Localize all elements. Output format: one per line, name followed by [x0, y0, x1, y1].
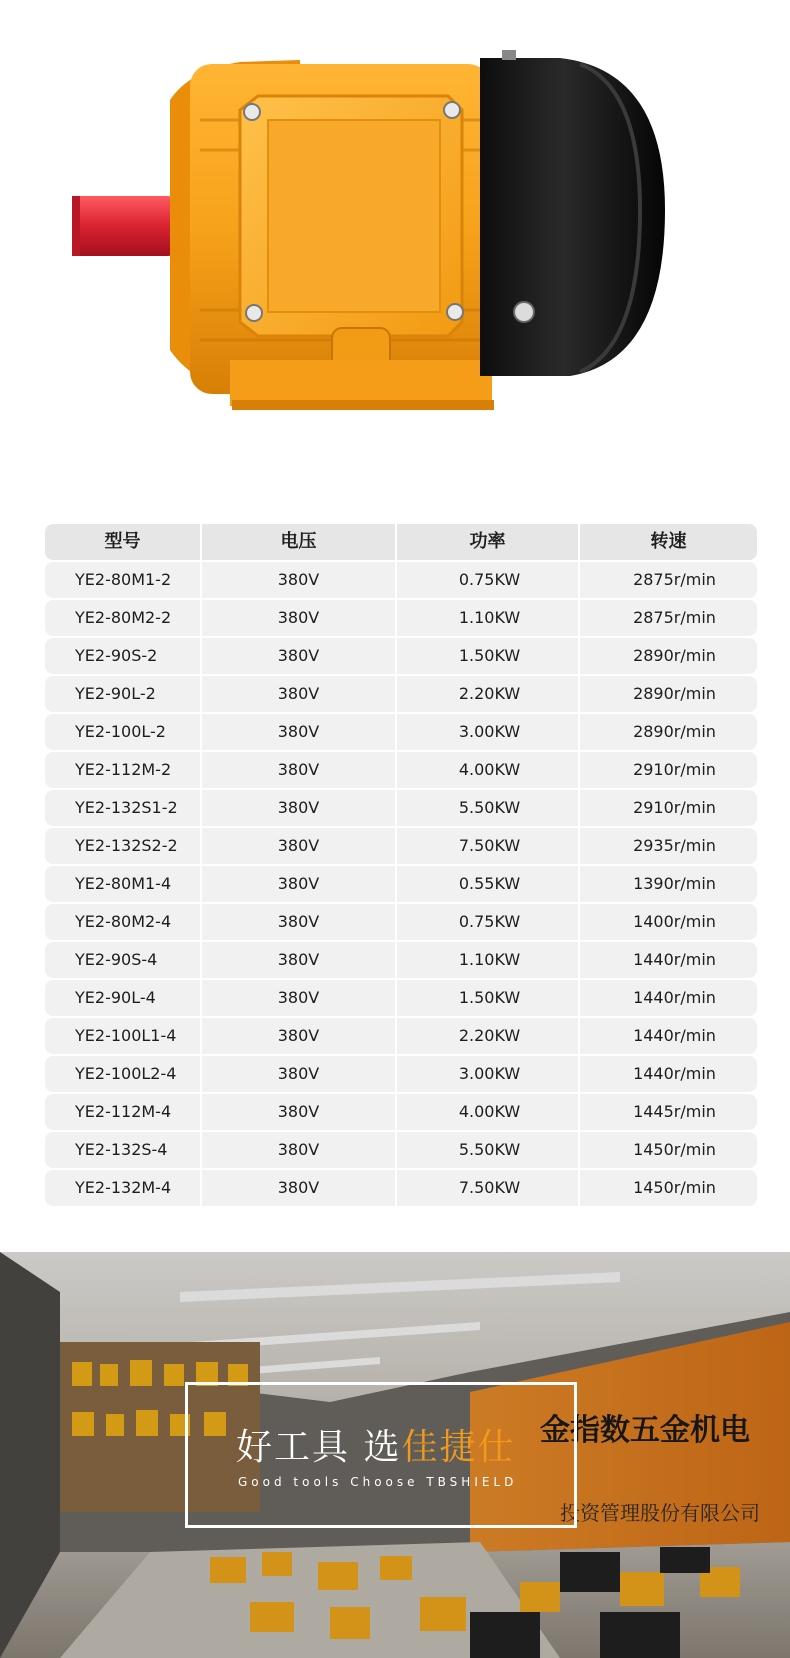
cell-model: YE2-80M2-2 — [45, 600, 200, 636]
cell-voltage: 380V — [202, 676, 395, 712]
cell-model: YE2-90L-2 — [45, 676, 200, 712]
cell-speed: 2910r/min — [580, 752, 757, 788]
cell-speed: 1450r/min — [580, 1132, 757, 1168]
cell-speed: 1390r/min — [580, 866, 757, 902]
cell-voltage: 380V — [202, 790, 395, 826]
cell-voltage: 380V — [202, 600, 395, 636]
cell-power: 2.20KW — [397, 676, 578, 712]
cell-power: 3.00KW — [397, 1056, 578, 1092]
cell-model: YE2-80M2-4 — [45, 904, 200, 940]
table-row — [45, 790, 751, 826]
cell-model: YE2-90S-2 — [45, 638, 200, 674]
table-row — [45, 600, 751, 636]
cell-speed: 1440r/min — [580, 1056, 757, 1092]
cell-voltage: 380V — [202, 1170, 395, 1206]
cell-power: 0.75KW — [397, 904, 578, 940]
cell-model: YE2-112M-2 — [45, 752, 200, 788]
cell-speed: 2890r/min — [580, 714, 757, 750]
cell-model: YE2-132S2-2 — [45, 828, 200, 864]
cell-power: 4.00KW — [397, 752, 578, 788]
header-power: 功率 — [397, 524, 578, 560]
cell-power: 1.10KW — [397, 942, 578, 978]
cell-speed: 2890r/min — [580, 638, 757, 674]
cell-voltage: 380V — [202, 562, 395, 598]
cell-voltage: 380V — [202, 1094, 395, 1130]
table-row — [45, 980, 751, 1016]
spec-table — [45, 524, 751, 1208]
slogan-subtitle: Good tools Choose TBSHIELD — [238, 1475, 518, 1489]
cell-model: YE2-80M1-4 — [45, 866, 200, 902]
electric-motor-illustration — [0, 0, 790, 470]
cell-power: 0.55KW — [397, 866, 578, 902]
header-model: 型号 — [45, 524, 200, 560]
cell-voltage: 380V — [202, 942, 395, 978]
cell-power: 7.50KW — [397, 1170, 578, 1206]
table-header-row — [45, 524, 751, 560]
slogan-title — [236, 1419, 515, 1470]
table-row — [45, 638, 751, 674]
cell-speed: 2910r/min — [580, 790, 757, 826]
product-image — [0, 0, 790, 470]
table-row — [45, 1170, 751, 1206]
cell-power: 1.50KW — [397, 980, 578, 1016]
cell-voltage: 380V — [202, 714, 395, 750]
cell-voltage: 380V — [202, 904, 395, 940]
cell-power: 4.00KW — [397, 1094, 578, 1130]
table-row — [45, 1056, 751, 1092]
table-row — [45, 942, 751, 978]
table-row — [45, 904, 751, 940]
cell-power: 5.50KW — [397, 1132, 578, 1168]
cell-power: 3.00KW — [397, 714, 578, 750]
cell-model: YE2-100L-2 — [45, 714, 200, 750]
slogan-white-text: 好工具 选 — [236, 1427, 402, 1468]
table-row — [45, 714, 751, 750]
cell-voltage: 380V — [202, 828, 395, 864]
wall-sign-text: 金指数五金机电 — [540, 1413, 750, 1448]
cell-voltage: 380V — [202, 980, 395, 1016]
table-row — [45, 1132, 751, 1168]
cell-model: YE2-132S-4 — [45, 1132, 200, 1168]
wall-sign-small-text: 投资管理股份有限公司 — [560, 1501, 760, 1525]
cell-power: 0.75KW — [397, 562, 578, 598]
cell-model: YE2-100L2-4 — [45, 1056, 200, 1092]
cell-speed: 1450r/min — [580, 1170, 757, 1206]
cell-speed: 1445r/min — [580, 1094, 757, 1130]
table-row — [45, 1094, 751, 1130]
cell-voltage: 380V — [202, 1056, 395, 1092]
cell-voltage: 380V — [202, 638, 395, 674]
cell-power: 2.20KW — [397, 1018, 578, 1054]
showroom-banner — [0, 1252, 790, 1658]
cell-speed: 1440r/min — [580, 980, 757, 1016]
table-row — [45, 866, 751, 902]
table-row — [45, 752, 751, 788]
cell-voltage: 380V — [202, 1018, 395, 1054]
cell-power: 1.10KW — [397, 600, 578, 636]
cell-speed: 2875r/min — [580, 562, 757, 598]
cell-voltage: 380V — [202, 1132, 395, 1168]
slogan-frame — [185, 1382, 577, 1528]
cell-speed: 2935r/min — [580, 828, 757, 864]
cell-voltage: 380V — [202, 866, 395, 902]
cell-speed: 2890r/min — [580, 676, 757, 712]
cell-speed: 1400r/min — [580, 904, 757, 940]
cell-model: YE2-90L-4 — [45, 980, 200, 1016]
cell-model: YE2-90S-4 — [45, 942, 200, 978]
cell-speed: 2875r/min — [580, 600, 757, 636]
cell-speed: 1440r/min — [580, 1018, 757, 1054]
cell-power: 7.50KW — [397, 828, 578, 864]
table-row — [45, 562, 751, 598]
table-row — [45, 828, 751, 864]
cell-model: YE2-100L1-4 — [45, 1018, 200, 1054]
cell-model: YE2-132M-4 — [45, 1170, 200, 1206]
table-row — [45, 1018, 751, 1054]
cell-speed: 1440r/min — [580, 942, 757, 978]
header-speed: 转速 — [580, 524, 757, 560]
cell-model: YE2-112M-4 — [45, 1094, 200, 1130]
cell-model: YE2-132S1-2 — [45, 790, 200, 826]
cell-voltage: 380V — [202, 752, 395, 788]
cell-power: 5.50KW — [397, 790, 578, 826]
cell-model: YE2-80M1-2 — [45, 562, 200, 598]
table-row — [45, 676, 751, 712]
slogan-brand-text: 佳捷仕 — [401, 1427, 516, 1468]
header-voltage: 电压 — [202, 524, 395, 560]
cell-power: 1.50KW — [397, 638, 578, 674]
